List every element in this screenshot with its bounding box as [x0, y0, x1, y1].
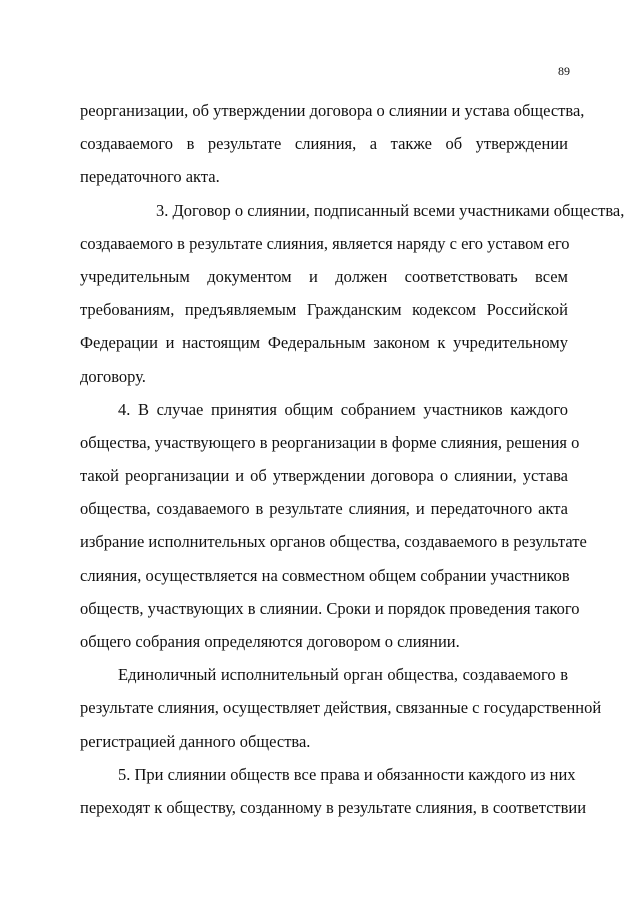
text-line: регистрацией данного общества. [80, 731, 311, 751]
text-line: 4. В случае принятия общим собранием участников каждого [118, 399, 568, 419]
paragraph-item-3 [80, 194, 625, 393]
paragraph-continuation [80, 94, 585, 194]
text-line: избрание исполнительных органов общества, создаваемого в результате [80, 532, 587, 552]
text-line: обществ, участвующих в слиянии. Сроки и порядок проведения такого [80, 598, 580, 618]
text-line: договору. [80, 366, 146, 386]
text-line: общего собрания определяются договором о слиянии. [80, 632, 460, 651]
text-line: реорганизации, об утверждении договора о слиянии и устава общества, [80, 101, 585, 120]
paragraph-item-5 [80, 758, 587, 824]
text-line: Федерации и настоящим Федеральным законом к учредительному [80, 333, 568, 353]
text-line: такой реорганизации и об утверждении договора о слиянии, устава [80, 466, 568, 486]
text-line: передаточного акта. [80, 167, 220, 187]
text-line: требованиям, предъявляемым Гражданским кодексом Российской [80, 300, 568, 320]
text-line: слияния, осуществляется на совместном общем собрании участников [80, 565, 570, 585]
text-line: учредительным документом и должен соответствовать всем [80, 266, 568, 286]
text-line: создаваемого в результате слияния, а также об утверждении [80, 134, 568, 154]
text-line: создаваемого в результате слияния, является наряду с его уставом его [80, 233, 570, 253]
document-body [80, 94, 625, 824]
page-number: 89 [558, 64, 570, 78]
text-line: переходят к обществу, созданному в результате слияния, в соответствии [80, 797, 587, 817]
text-line: 3. Договор о слиянии, подписанный всеми участниками общества, [156, 200, 625, 220]
paragraph-item-4 [80, 393, 587, 659]
text-line: общества, создаваемого в результате слияния, и передаточного акта [80, 499, 568, 519]
paragraph-sole-executive [80, 658, 602, 758]
text-line: 5. При слиянии обществ все права и обязанности каждого из них [118, 764, 576, 784]
text-line: общества, участвующего в реорганизации в форме слияния, решения о [80, 432, 580, 452]
text-line: результате слияния, осуществляет действия, связанные с государственной [80, 698, 602, 718]
text-line: Единоличный исполнительный орган общества, создаваемого в [118, 665, 568, 685]
